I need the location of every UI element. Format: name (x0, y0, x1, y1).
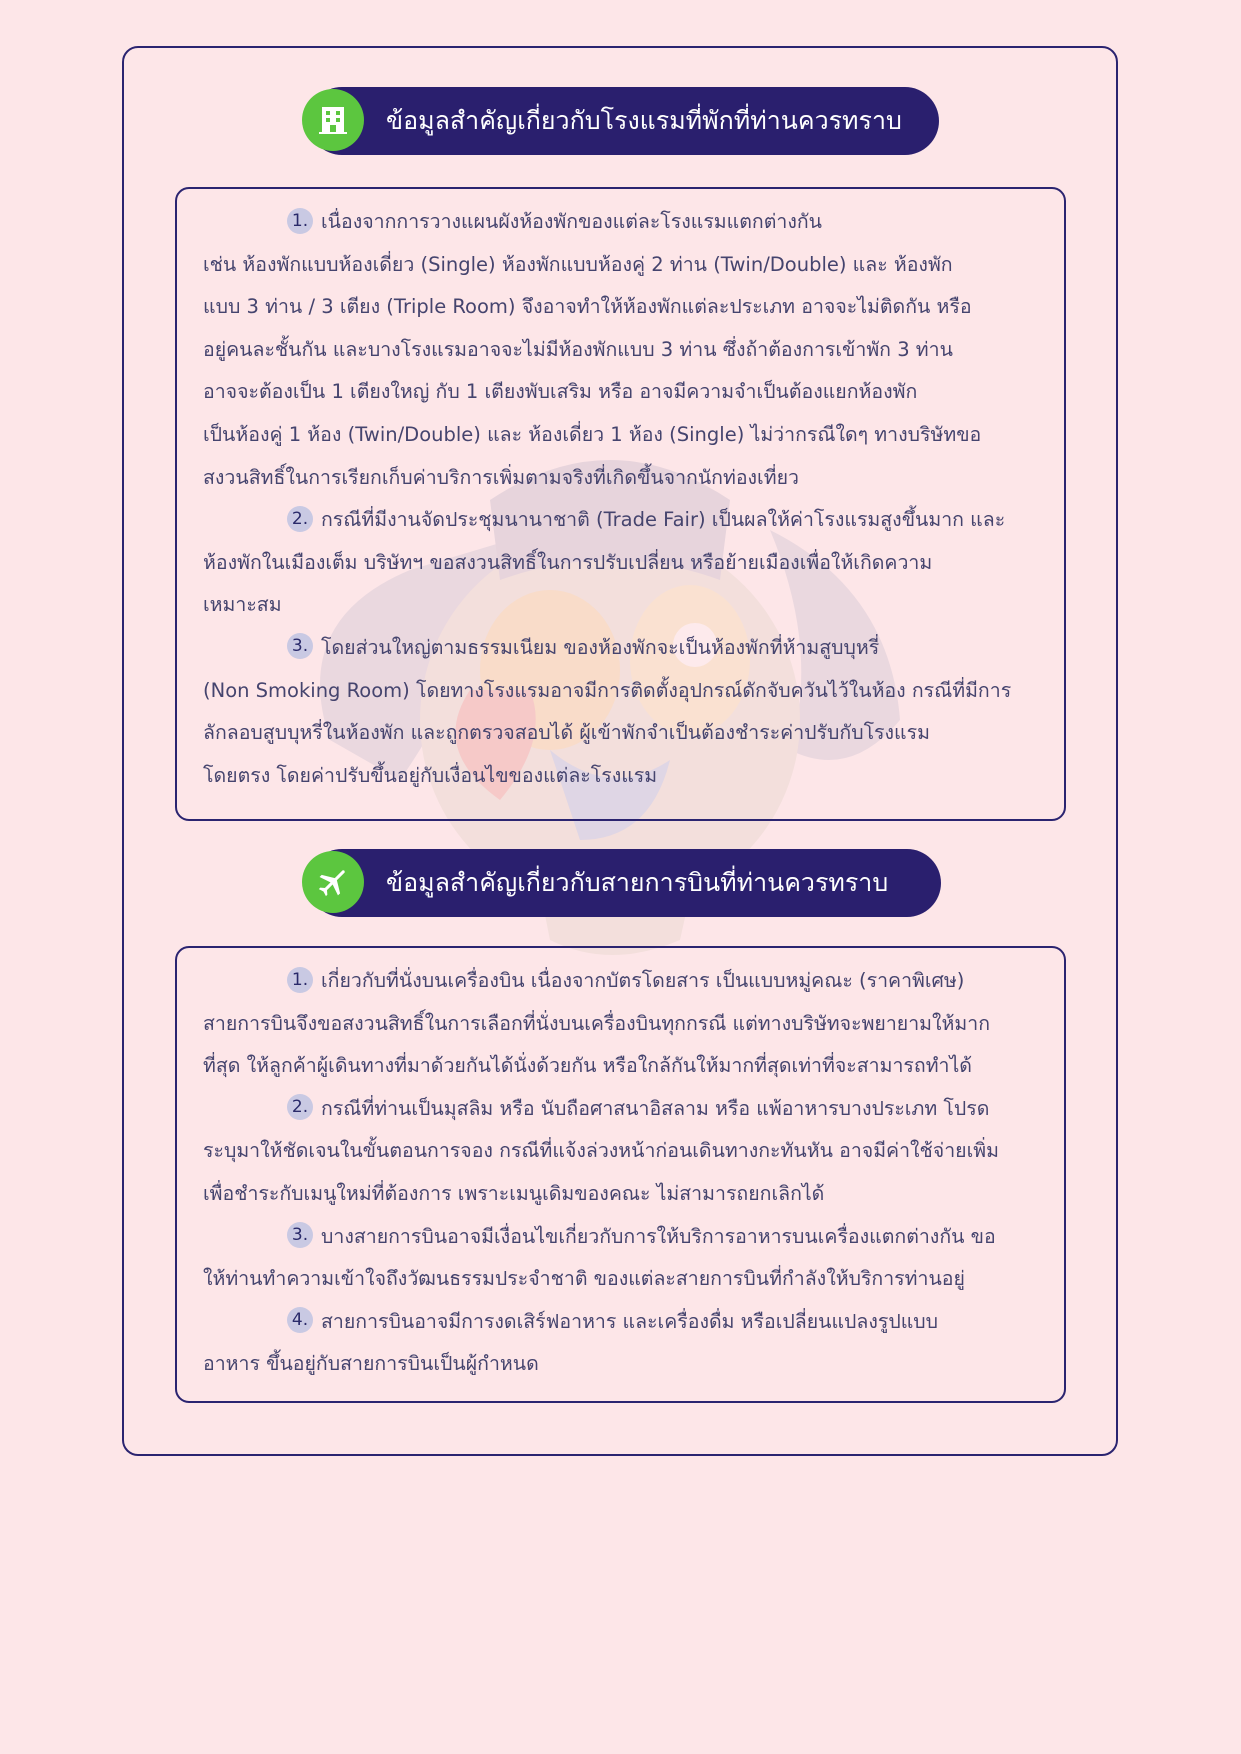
hotel-item-3-line-3: ลักลอบสูบบุหรี่ในห้องพัก และถูกตรวจสอบได้ ผู้เข้าพักจำเป็นต้องชำระค่าปรับกับโรงแรม (203, 721, 930, 745)
hotel-item-2-line-3: เหมาะสม (203, 593, 282, 617)
hotel-item-1-line-1: 1. เนื่องจากการวางแผนผังห้องพักของแต่ละโรงแรมแตกต่างกัน (203, 201, 1046, 244)
airline-item-1-line-1: 1. เกี่ยวกับที่นั่งบนเครื่องบิน เนื่องจากบัตรโดยสาร เป็นแบบหมู่คณะ (ราคาพิเศษ) (203, 960, 1046, 1003)
hotel-item-1-line-6: เป็นห้องคู่ 1 ห้อง (Twin/Double) และ ห้องเดี่ยว 1 ห้อง (Single) ไม่ว่ากรณีใดๆ ทางบริษัทขอ (203, 422, 982, 446)
item-number-badge: 1. (287, 208, 313, 234)
airline-item-4-line-2: อาหาร ขึ้นอยู่กับสายการบินเป็นผู้กำหนด (203, 1352, 539, 1376)
airline-item-1-line-2: สายการบินจึงขอสงวนสิทธิ์ในการเลือกที่นั่งบนเครื่องบินทุกกรณี แต่ทางบริษัทจะพยายามให้มาก (203, 1011, 991, 1035)
item-number-badge: 1. (287, 967, 313, 993)
airline-item-2-line-3: เพื่อชำระกับเมนูใหม่ที่ต้องการ เพราะเมนูเดิมของคณะ ไม่สามารถยกเลิกได้ (203, 1181, 825, 1205)
hotel-item-1-line-7: สงวนสิทธิ์ในการเรียกเก็บค่าบริการเพิ่มตามจริงที่เกิดขึ้นจากนักท่องเที่ยว (203, 465, 799, 489)
airline-item-4-line-1: 4. สายการบินอาจมีการงดเสิร์ฟอาหาร และเครื่องดื่ม หรือเปลี่ยนแปลงรูปแบบ (203, 1301, 1046, 1344)
hotel-item-2-line-2: ห้องพักในเมืองเต็ม บริษัทฯ ขอสงวนสิทธิ์ในการปรับเปลี่ยน หรือย้ายเมืองเพื่อให้เกิดความ (203, 550, 933, 574)
airline-item-2-line-2: ระบุมาให้ชัดเจนในขั้นตอนการจอง กรณีที่แจ้งล่วงหน้าก่อนเดินทางกะทันหัน อาจมีค่าใช้จ่ายเพิ่ม (203, 1139, 999, 1163)
item-number-badge: 4. (287, 1307, 313, 1333)
hotel-item-1-line-3: แบบ 3 ท่าน / 3 เตียง (Triple Room) จึงอาจทำให้ห้องพักแต่ละประเภท อาจจะไม่ติดกัน หรือ (203, 295, 972, 319)
hotel-item-2-line-1: 2. กรณีที่มีงานจัดประชุมนานาชาติ (Trade Fair) เป็นผลให้ค่าโรงแรมสูงขึ้นมาก และ (203, 499, 1046, 542)
hotel-item-1-line-4: อยู่คนละชั้นกัน และบางโรงแรมอาจจะไม่มีห้องพักแบบ 3 ท่าน ซึ่งถ้าต้องการเข้าพัก 3 ท่าน (203, 337, 953, 361)
item-number-badge: 3. (287, 633, 313, 659)
hotel-item-3-line-4: โดยตรง โดยค่าปรับขึ้นอยู่กับเงื่อนไขของแต่ละโรงแรม (203, 763, 658, 787)
item-number-badge: 3. (287, 1222, 313, 1248)
airline-item-2-line-1: 2. กรณีที่ท่านเป็นมุสลิม หรือ นับถือศาสนาอิสลาม หรือ แพ้อาหารบางประเภท โปรด (203, 1088, 1046, 1131)
hotel-section-title: ข้อมูลสำคัญเกี่ยวกับโรงแรมที่พักที่ท่านควรทราบ (386, 106, 902, 135)
airline-section-header (308, 849, 941, 917)
hotel-building-icon (302, 89, 364, 151)
airplane-icon (302, 851, 364, 913)
airline-item-3-line-2: ให้ท่านทำความเข้าใจถึงวัฒนธรรมประจำชาติ ของแต่ละสายการบินที่กำลังให้บริการท่านอยู่ (203, 1267, 965, 1291)
hotel-item-1-line-2: เช่น ห้องพักแบบห้องเดี่ยว (Single) ห้องพักแบบห้องคู่ 2 ท่าน (Twin/Double) และ ห้องพัก (203, 252, 953, 276)
airline-info-card (175, 946, 1066, 1403)
hotel-item-1-line-5: อาจจะต้องเป็น 1 เตียงใหญ่ กับ 1 เตียงพับเสริม หรือ อาจมีความจำเป็นต้องแยกห้องพัก (203, 380, 918, 404)
airline-item-1-line-3: ที่สุด ให้ลูกค้าผู้เดินทางที่มาด้วยกันได้นั่งด้วยกัน หรือใกล้กันให้มากที่สุดเท่าที่จะสามารถทำได้ (203, 1054, 972, 1078)
hotel-info-card (175, 187, 1066, 821)
item-number-badge: 2. (287, 506, 313, 532)
hotel-section-header (308, 87, 939, 155)
airline-item-3-line-1: 3. บางสายการบินอาจมีเงื่อนไขเกี่ยวกับการให้บริการอาหารบนเครื่องแตกต่างกัน ขอ (203, 1216, 1046, 1259)
airline-section-title: ข้อมูลสำคัญเกี่ยวกับสายการบินที่ท่านควรทราบ (386, 868, 889, 897)
hotel-item-3-line-1: 3. โดยส่วนใหญ่ตามธรรมเนียม ของห้องพักจะเป็นห้องพักที่ห้ามสูบบุหรี่ (203, 627, 1046, 670)
hotel-item-3-line-2: (Non Smoking Room) โดยทางโรงแรมอาจมีการติดตั้งอุปกรณ์ดักจับควันไว้ในห้อง กรณีที่มีการ (203, 678, 1012, 702)
item-number-badge: 2. (287, 1094, 313, 1120)
